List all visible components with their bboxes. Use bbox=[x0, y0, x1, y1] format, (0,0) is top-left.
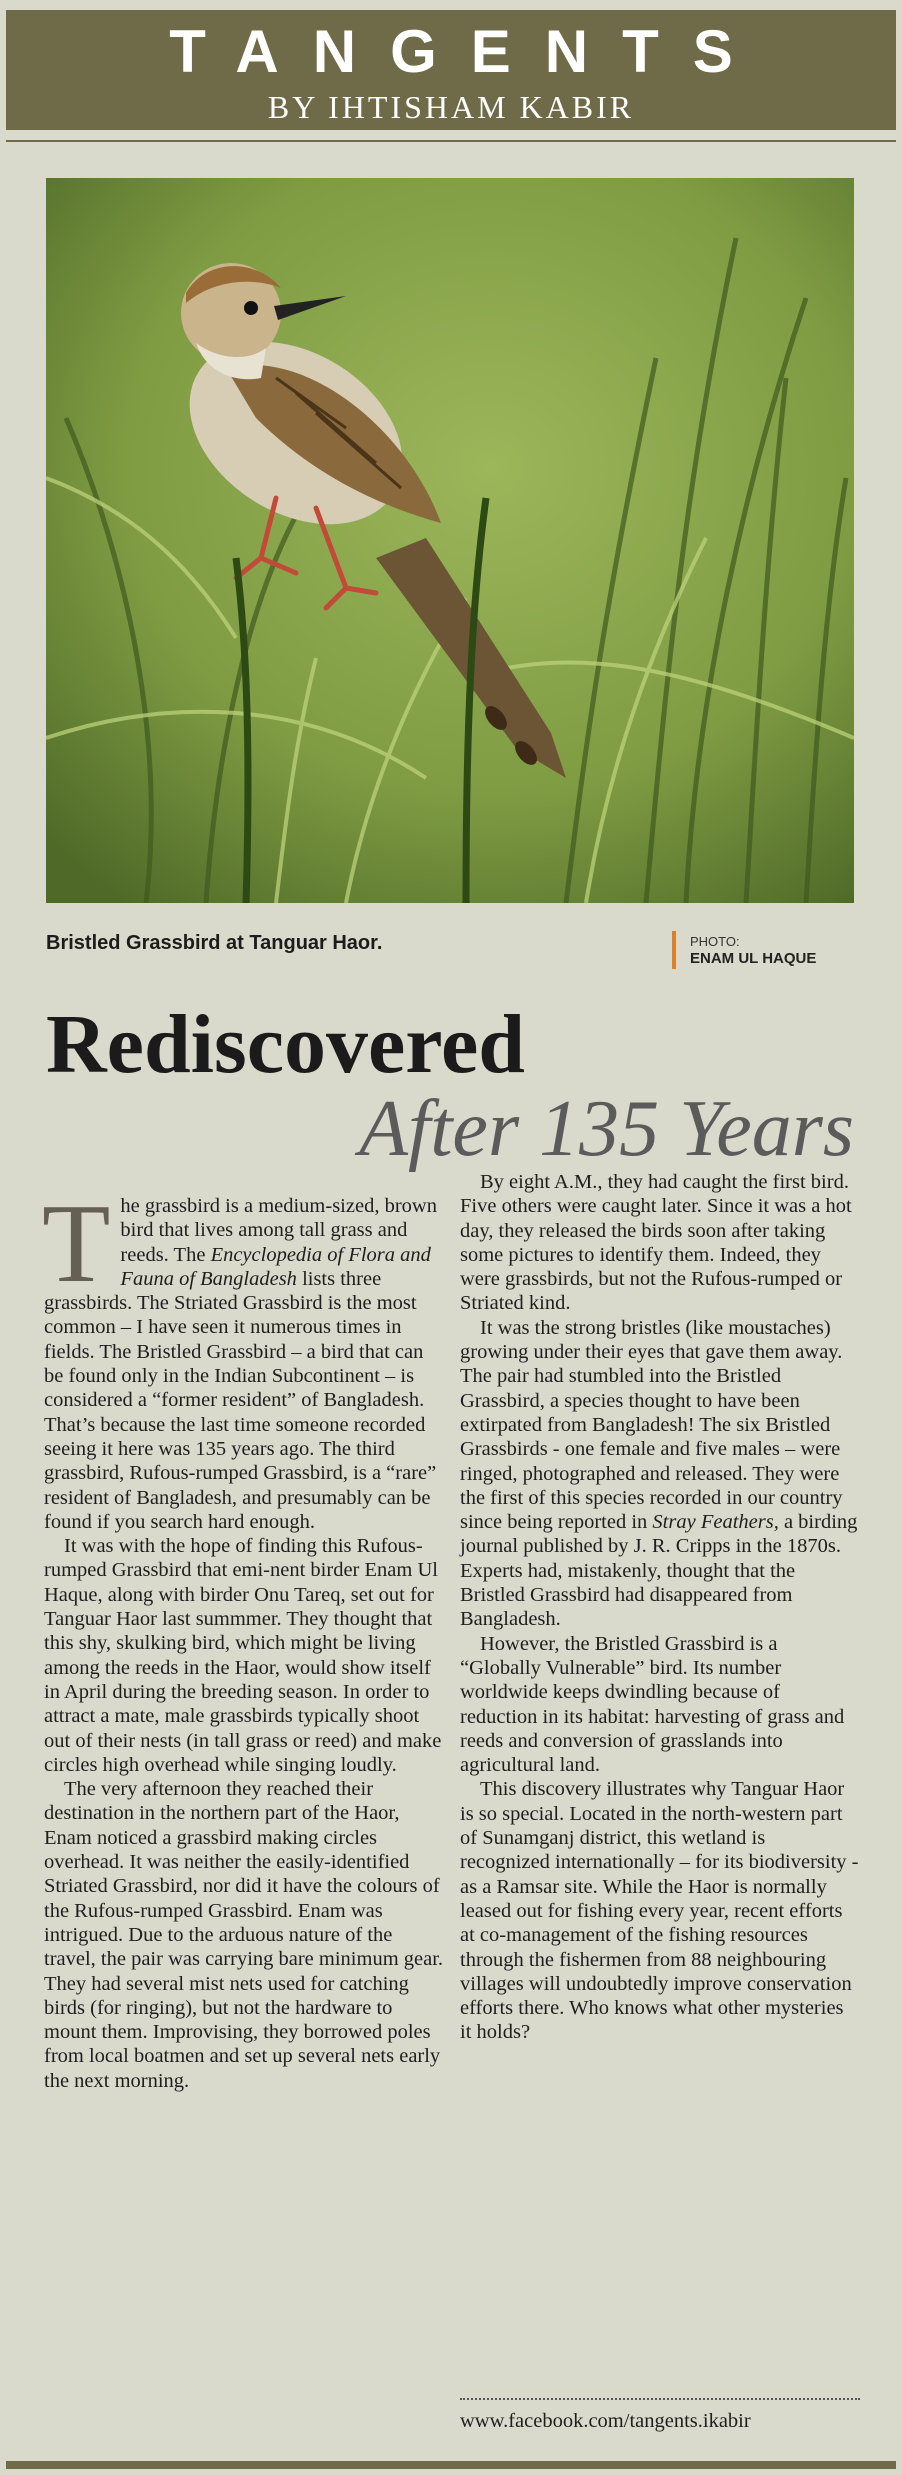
paragraph-4: By eight A.M., they had caught the first bird. Five others were caught later. Since it was a hot day, they released the birds soon after taking some pictures to identify them. Indeed, they were grassbirds, but not the Rufous-rumped or Striated kind. bbox=[460, 1171, 852, 1315]
p5-journal-title: Stray Feathers, bbox=[652, 1511, 779, 1534]
p5-text-b: a birding journal published by J. R. Cripps in the 1870s. Experts had, mistakenly, thought that the Bristled Grassbird had disappeared from Bangladesh. bbox=[460, 1511, 858, 1631]
byline: BY IHTISHAM KABIR bbox=[267, 89, 635, 125]
p1-text-a: he grassbird is a medium-sized, brown bird that lives among tall grass and reeds. The bbox=[120, 1195, 437, 1266]
headline-line1: Rediscovered bbox=[46, 998, 526, 1091]
bird-photo bbox=[46, 178, 854, 903]
header-rule bbox=[6, 140, 896, 142]
p5-text-a: It was the strong bristles (like moustaches) growing under their eyes that gave them away. The pair had stumbled into the Bristled Grassbird, a species thought to have been extirpated from Bangladesh! The six Bristled Grassbirds - one female and five males – were ringed, photographed and released. They were the first of this species recorded in our country since being reported in bbox=[460, 1316, 843, 1534]
photo-credit bbox=[690, 933, 816, 967]
credit-name: ENAM UL HAQUE bbox=[690, 950, 817, 967]
paragraph-5 bbox=[460, 1316, 860, 1632]
p1-text-b: lists three grassbirds. The Striated Grassbird is the most common – I have seen it numerous times in fields. The Bristled Grassbird – a bird that can be found only in the Indian Subcontinent – is considered a “former resident” of Bangladesh. That’s because the last time someone recorded seeing it here was 135 years ago. The third grassbird, Rufous-rumped Grassbird, is a “rare” resident of Bangladesh, and presumably can be found if you search hard enough. bbox=[44, 1267, 437, 1533]
p1-book-title: Encyclopedia of Flora and Fauna of Bangladesh bbox=[120, 1243, 431, 1290]
paragraph-3: The very afternoon they reached their destination in the northern part of the Haor, Enam noticed a grassbird making circles overhead. It was neither the easily-identified Striated Grassbird, nor did it have the colours of the Rufous-rumped Grassbird. Enam was intrigued. Due to the arduous nature of the travel, the pair was carrying bare minimum gear. They had several mist nets used for catching birds (for ringing), but not the hardware to mount them. Improvising, they borrowed poles from local boatmen and set up several nets early the next morning. bbox=[44, 1778, 444, 2092]
credit-label: PHOTO: bbox=[690, 934, 740, 949]
bottom-rule bbox=[6, 2461, 896, 2469]
drop-cap: T bbox=[42, 1182, 111, 1306]
facebook-link[interactable]: www.facebook.com/tangents.ikabir bbox=[460, 2410, 751, 2432]
paragraph-7: This discovery illustrates why Tanguar Haor is so special. Located in the north-western part of Sunamganj district, this wetland is recognized internationally – for its biodiversity - as a Ramsar site. While the Haor is normally leased out for fishing every year, recent efforts at co-management of the fishing resources through the fishermen from 88 neighbouring villages will undoubtedly improve conservation efforts there. Who knows what other mysteries it holds? bbox=[460, 1778, 859, 2044]
article-column-2 bbox=[460, 1170, 860, 2045]
paragraph-2: It was with the hope of finding this Rufous-rumped Grassbird that emi-nent birder Enam Ul Haque, along with birder Onu Tareq, set out for Tanguar Haor last summmer. They thought that this shy, skulking bird, which might be living among the reeds in the Haor, would show itself in April during the breeding season. In order to attract a mate, male grassbirds typically shoot out of their nests (in tall grass or reed) and make circles high overhead while singing loudly. bbox=[44, 1535, 442, 1776]
dotted-separator bbox=[460, 2398, 860, 2400]
column-title: TANGENTS bbox=[169, 18, 767, 85]
credit-accent bbox=[672, 931, 676, 969]
headline-line2: After 135 Years bbox=[359, 1085, 854, 1173]
paragraph-6: However, the Bristled Grassbird is a “Globally Vulnerable” bird. Its number worldwide keeps dwindling because of reduction in its habitat: harvesting of grass and reeds and conversion of grasslands into agricultural land. bbox=[460, 1632, 845, 1777]
article-column-1 bbox=[42, 1182, 444, 2093]
paragraph-1 bbox=[42, 1182, 444, 1534]
bird-illustration bbox=[46, 178, 854, 903]
column-header bbox=[6, 10, 896, 130]
photo-caption: Bristled Grassbird at Tanguar Haor. bbox=[46, 932, 383, 954]
